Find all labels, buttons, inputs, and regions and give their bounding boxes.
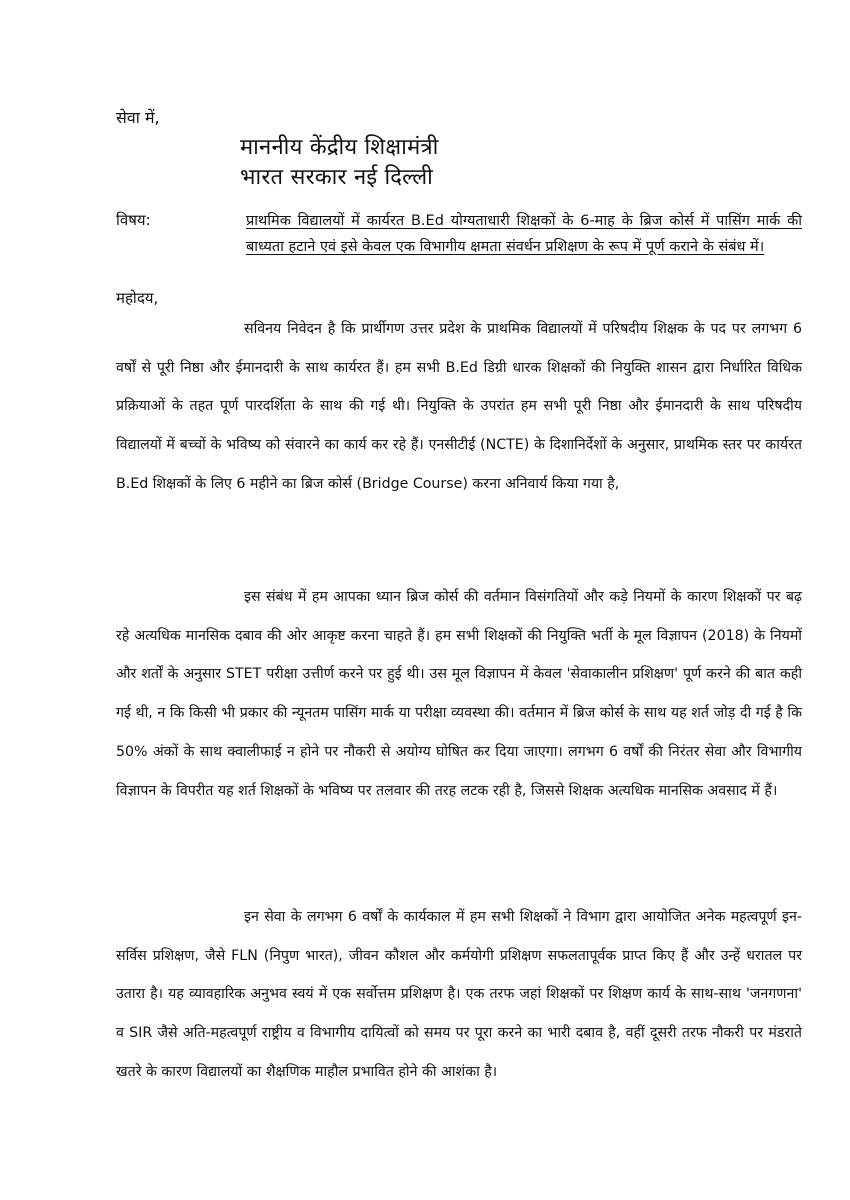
addressee-title: माननीय केंद्रीय शिक्षामंत्री [240, 135, 439, 160]
body-paragraph-3 [116, 898, 802, 1092]
paragraph-text: सविनय निवेदन है कि प्रार्थीगण उत्तर प्रदेश के प्राथमिक विद्यालयों में परिषदीय शिक्षक के पद पर लगभग 6 वर्षों से पूरी निष्ठा और ईमानदारी के साथ कार्यरत हैं। हम सभी B.Ed डिग्री धारक शिक्षकों की नियुक्ति शासन द्वारा निर्धारित विधिक प्रक्रियाओं के तहत पूर्ण पारदर्शिता के साथ की गई थी। नियुक्ति के उपरांत हम सभी पूरी निष्ठा और ईमानदारी के साथ परिषदीय विद्यालयों में बच्चों के भविष्य को संवारने का कार्य कर रहे हैं। एनसीटीई (NCTE) के दिशानिर्देशों के अनुसार, प्राथमिक स्तर पर कार्यरत B.Ed शिक्षकों के लिए 6 महीने का ब्रिज कोर्स (Bridge Course) करना अनिवार्य किया गया है, [116, 321, 802, 492]
subject-text: प्राथमिक विद्यालयों में कार्यरत B.Ed योग्यताधारी शिक्षकों के 6-माह के ब्रिज कोर्स में पासिंग मार्क की बाध्यता हटाने एवं इसे केवल एक विभागीय क्षमता संवर्धन प्रशिक्षण के रूप में पूर्ण कराने के संबंध में। [246, 213, 802, 255]
salutation: सेवा में, [116, 108, 160, 127]
greeting: महोदय, [116, 289, 159, 307]
body-paragraph-2 [116, 578, 802, 810]
addressee-location: भारत सरकार नई दिल्ली [240, 165, 434, 190]
paragraph-text: इन सेवा के लगभग 6 वर्षों के कार्यकाल में हम सभी शिक्षकों ने विभाग द्वारा आयोजित अनेक महत्वपूर्ण इन-सर्विस प्रशिक्षण, जैसे FLN (निपुण भारत), जीवन कौशल और कर्मयोगी प्रशिक्षण सफलतापूर्वक प्राप्त किए हैं और उन्हें धरातल पर उतारा है। यह व्यावहारिक अनुभव स्वयं में एक सर्वोत्तम प्रशिक्षण है। एक तरफ जहां शिक्षकों पर शिक्षण कार्य के साथ-साथ 'जनगणना' व SIR जैसे अति-महत्वपूर्ण राष्ट्रीय व विभागीय दायित्वों को समय पर पूरा करने का भारी दबाव है, वहीं दूसरी तरफ नौकरी पर मंडराते खतरे के कारण विद्यालयों का शैक्षणिक माहौल प्रभावित होने की आशंका है। [116, 909, 802, 1080]
subject-label: विषय: [116, 211, 151, 229]
paragraph-text: इस संबंध में हम आपका ध्यान ब्रिज कोर्स की वर्तमान विसंगतियों और कड़े नियमों के कारण शिक्षकों पर बढ़ रहे अत्यधिक मानसिक दबाव की ओर आकृष्ट करना चाहते हैं। हम सभी शिक्षकों की नियुक्ति भर्ती के मूल विज्ञापन (2018) के नियमों और शर्तों के अनुसार STET परीक्षा उत्तीर्ण करने पर हुई थी। उस मूल विज्ञापन में केवल 'सेवाकालीन प्रशिक्षण' पूर्ण करने की बात कही गई थी, न कि किसी भी प्रकार की न्यूनतम पासिंग मार्क या परीक्षा व्यवस्था की। वर्तमान में ब्रिज कोर्स के साथ यह शर्त जोड़ दी गई है कि 50% अंकों के साथ क्वालीफाई न होने पर नौकरी से अयोग्य घोषित कर दिया जाएगा। लगभग 6 वर्षों की निरंतर सेवा और विभागीय विज्ञापन के विपरीत यह शर्त शिक्षकों के भविष्य पर तलवार की तरह लटक रही है, जिससे शिक्षक अत्यधिक मानसिक अवसाद में हैं। [116, 589, 802, 799]
body-paragraph-1 [116, 310, 802, 504]
